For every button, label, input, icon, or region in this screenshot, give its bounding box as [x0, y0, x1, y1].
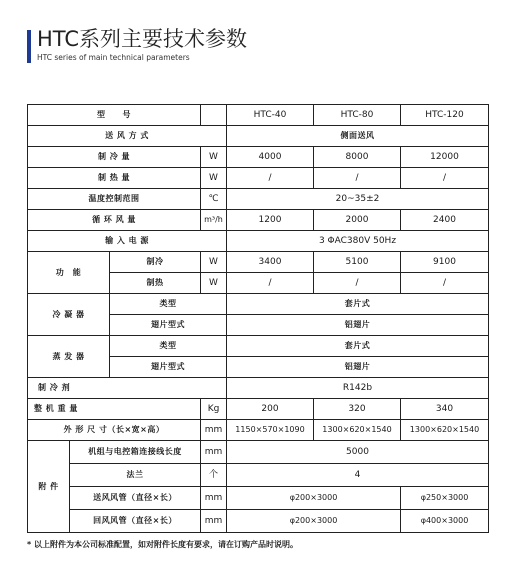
- cooling-capacity-label: 制 冷 量: [28, 147, 201, 168]
- temp-range-unit: ℃: [201, 189, 227, 210]
- flange-label: 法兰: [70, 464, 201, 487]
- return-duct-unit: mm: [201, 510, 227, 533]
- cooling-capacity-value: 4000: [227, 147, 314, 168]
- table-row-refrigerant: [28, 378, 489, 399]
- temp-range-value: 20~35±2: [227, 189, 489, 210]
- flange-unit: 个: [201, 464, 227, 487]
- power-heat-label: 制热: [110, 273, 201, 294]
- return-duct-value-b: φ400×3000: [401, 510, 489, 533]
- power-cool-unit: W: [201, 252, 227, 273]
- table-row-cooling-capacity: [28, 147, 489, 168]
- table-row-connection-line: [28, 441, 489, 464]
- condenser-fin-label: 翅片型式: [110, 315, 227, 336]
- airflow-value: 1200: [227, 210, 314, 231]
- model-htc-80: HTC-80: [314, 105, 401, 126]
- condenser-type-value: 套片式: [227, 294, 489, 315]
- page-title: HTC系列主要技术参数: [37, 27, 248, 51]
- table-row-temp-range: [28, 189, 489, 210]
- table-row-evaporator-type: [28, 336, 489, 357]
- table-row-airflow: [28, 210, 489, 231]
- power-cool-value: 5100: [314, 252, 401, 273]
- supply-duct-label: 送风风管（直径×长）: [70, 487, 201, 510]
- evaporator-type-value: 套片式: [227, 336, 489, 357]
- power-heat-value: /: [314, 273, 401, 294]
- refrigerant-label: 制 冷 剂: [28, 378, 227, 399]
- supply-duct-value-a: φ200×3000: [227, 487, 401, 510]
- weight-value: 340: [401, 399, 489, 420]
- page-subtitle: HTC series of main technical parameters: [37, 53, 190, 62]
- table-row-condenser-type: [28, 294, 489, 315]
- airflow-unit: m³/h: [201, 210, 227, 231]
- table-row-power-supply: [28, 231, 489, 252]
- footnote: * 以上附件为本公司标准配置，如对附件长度有要求，请在订购产品时说明。: [27, 540, 298, 549]
- table-row-return-duct: [28, 510, 489, 533]
- temp-range-label: 温度控制范围: [28, 189, 201, 210]
- evaporator-fin-value: 铝翅片: [227, 357, 489, 378]
- supply-duct-unit: mm: [201, 487, 227, 510]
- table-row-weight: [28, 399, 489, 420]
- dimensions-unit: mm: [201, 420, 227, 441]
- supply-mode-label: 送 风 方 式: [28, 126, 227, 147]
- dimensions-value: 1300×620×1540: [314, 420, 401, 441]
- model-htc-120: HTC-120: [401, 105, 489, 126]
- airflow-value: 2000: [314, 210, 401, 231]
- weight-value: 200: [227, 399, 314, 420]
- evaporator-type-label: 类型: [110, 336, 227, 357]
- airflow-label: 循 环 风 量: [28, 210, 201, 231]
- power-heat-value: /: [401, 273, 489, 294]
- power-supply-label: 输 入 电 源: [28, 231, 227, 252]
- table-row-supply-duct: [28, 487, 489, 510]
- heating-capacity-value: /: [401, 168, 489, 189]
- flange-value: 4: [227, 464, 489, 487]
- heating-capacity-unit: W: [201, 168, 227, 189]
- cooling-capacity-value: 12000: [401, 147, 489, 168]
- cooling-capacity-value: 8000: [314, 147, 401, 168]
- supply-mode-value: 侧面送风: [227, 126, 489, 147]
- evaporator-fin-label: 翅片型式: [110, 357, 227, 378]
- heating-capacity-label: 制 热 量: [28, 168, 201, 189]
- dimensions-label: 外 形 尺 寸（长×宽×高）: [28, 420, 201, 441]
- table-row-supply-mode: [28, 126, 489, 147]
- power-label: 功 能: [28, 252, 110, 294]
- power-heat-unit: W: [201, 273, 227, 294]
- table-row-dimensions: [28, 420, 489, 441]
- title-accent-bar: [27, 30, 31, 63]
- return-duct-label: 回风风管（直径×长）: [70, 510, 201, 533]
- weight-value: 320: [314, 399, 401, 420]
- condenser-label: 冷 凝 器: [28, 294, 110, 336]
- cooling-capacity-unit: W: [201, 147, 227, 168]
- supply-duct-value-b: φ250×3000: [401, 487, 489, 510]
- heating-capacity-value: /: [314, 168, 401, 189]
- airflow-value: 2400: [401, 210, 489, 231]
- table-row-flange: [28, 464, 489, 487]
- connection-line-label: 机组与电控箱连接线长度: [70, 441, 201, 464]
- power-supply-value: 3 ΦAC380V 50Hz: [227, 231, 489, 252]
- table-row-power-cool: [28, 252, 489, 273]
- power-cool-label: 制冷: [110, 252, 201, 273]
- model-htc-40: HTC-40: [227, 105, 314, 126]
- heating-capacity-value: /: [227, 168, 314, 189]
- model-label: 型 号: [28, 105, 201, 126]
- power-cool-value: 9100: [401, 252, 489, 273]
- table-row-model: [28, 105, 489, 126]
- dimensions-value: 1150×570×1090: [227, 420, 314, 441]
- return-duct-value-a: φ200×3000: [227, 510, 401, 533]
- condenser-fin-value: 铝翅片: [227, 315, 489, 336]
- evaporator-label: 蒸 发 器: [28, 336, 110, 378]
- model-unit-cell: [201, 105, 227, 126]
- power-cool-value: 3400: [227, 252, 314, 273]
- condenser-type-label: 类型: [110, 294, 227, 315]
- table-row-heating-capacity: [28, 168, 489, 189]
- connection-line-unit: mm: [201, 441, 227, 464]
- connection-line-value: 5000: [227, 441, 489, 464]
- spec-table: [27, 104, 489, 533]
- weight-label: 整 机 重 量: [28, 399, 201, 420]
- dimensions-value: 1300×620×1540: [401, 420, 489, 441]
- power-heat-value: /: [227, 273, 314, 294]
- weight-unit: Kg: [201, 399, 227, 420]
- accessories-label: 附 件: [28, 441, 70, 533]
- refrigerant-value: R142b: [227, 378, 489, 399]
